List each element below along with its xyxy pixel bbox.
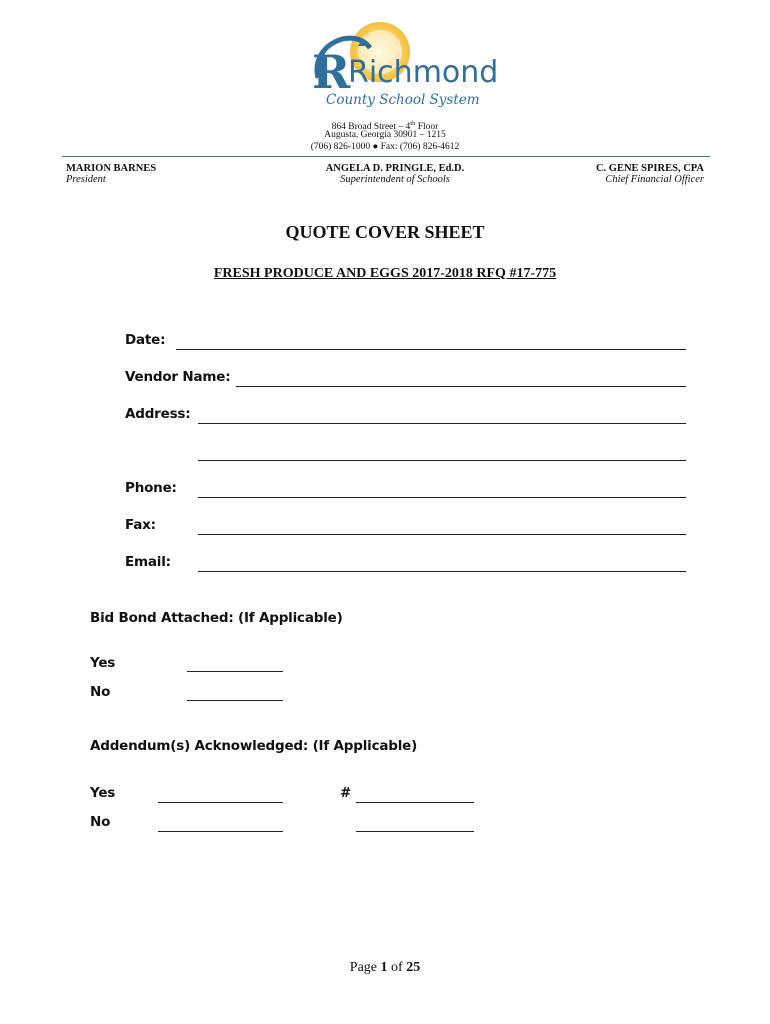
vendor-name-label: Vendor Name: <box>125 369 231 385</box>
svg-text:R: R <box>312 45 351 99</box>
page-total: 25 <box>406 960 421 975</box>
addendum-number-field[interactable] <box>356 802 474 803</box>
addendum-number-field-2[interactable] <box>356 831 474 832</box>
date-label: Date: <box>125 332 166 348</box>
phone-number: (706) 826-1000 <box>310 142 371 152</box>
page-number: 1 <box>380 960 388 975</box>
addendum-yes-field[interactable] <box>158 802 283 803</box>
district-logo <box>300 18 500 110</box>
addendum-no-field[interactable] <box>158 831 283 832</box>
vendor-name-field[interactable] <box>236 386 686 387</box>
logo-wordmark: Richmond <box>348 55 499 90</box>
phone-field[interactable] <box>198 497 686 498</box>
email-field[interactable] <box>198 571 686 572</box>
page-title: QUOTE COVER SHEET <box>285 222 485 242</box>
email-label: Email: <box>125 554 171 570</box>
bid-bond-yes-field[interactable] <box>187 671 283 672</box>
bid-bond-no-field[interactable] <box>187 700 283 701</box>
of-word: of <box>391 960 403 975</box>
fax-number: Fax: (706) 826-4612 <box>380 142 460 152</box>
officer-cfo <box>596 163 704 185</box>
address-street: 864 Broad Street – 4 <box>331 122 411 133</box>
address-field-2[interactable] <box>198 460 686 461</box>
address-sup: th <box>410 120 416 127</box>
address-field-1[interactable] <box>198 423 686 424</box>
address-line-2: Augusta, Georgia 30901 – 1215 <box>324 130 446 140</box>
officer-name: MARION BARNES <box>66 163 157 174</box>
address-floor: Floor <box>415 122 439 133</box>
officer-superintendent <box>285 163 505 185</box>
bid-bond-no-label: No <box>90 684 111 700</box>
officer-title: Chief Financial Officer <box>605 174 704 185</box>
page-indicator <box>0 960 770 976</box>
bid-bond-yes-label: Yes <box>90 655 116 671</box>
officer-name: C. GENE SPIRES, CPA <box>595 163 704 174</box>
rfq-subtitle: FRESH PRODUCE AND EGGS 2017-2018 RFQ #17-775 <box>213 266 557 281</box>
phone-label: Phone: <box>125 480 177 496</box>
bullet-icon: ● <box>372 142 379 152</box>
officer-title: President <box>66 174 106 185</box>
letterhead-divider <box>62 156 710 157</box>
addendum-heading: Addendum(s) Acknowledged: (If Applicable) <box>90 738 418 754</box>
address-label: Address: <box>125 406 191 422</box>
page-word: Page <box>349 960 378 975</box>
address-contact <box>0 142 770 154</box>
officer-title: Superintendent of Schools <box>340 174 450 185</box>
fax-field[interactable] <box>198 534 686 535</box>
date-field[interactable] <box>176 349 686 350</box>
addendum-number-label: # <box>340 785 352 801</box>
bid-bond-heading: Bid Bond Attached: (If Applicable) <box>90 610 343 626</box>
fax-label: Fax: <box>125 517 156 533</box>
addendum-no-label: No <box>90 814 111 830</box>
officer-name: ANGELA D. PRINGLE, Ed.D. <box>325 163 465 174</box>
logo-tagline: County School System <box>326 92 480 108</box>
officer-president <box>66 163 156 185</box>
addendum-yes-label: Yes <box>90 785 116 801</box>
